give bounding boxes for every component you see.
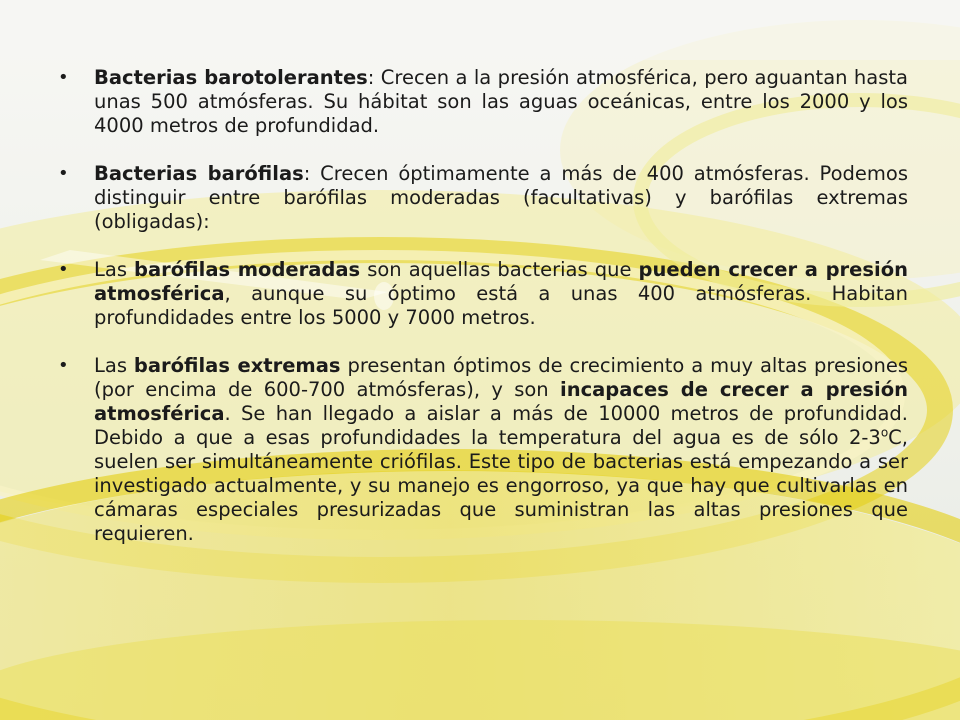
bullet-dot-icon: • bbox=[58, 355, 69, 376]
bold-text: barófilas moderadas bbox=[134, 258, 361, 281]
bullet-text bbox=[94, 354, 908, 545]
bullet-item bbox=[58, 162, 908, 234]
text-run: , aunque su óptimo está a unas 400 atmósferas. Habitan profundidades entre los 5000 y 7000 metros. bbox=[94, 282, 908, 329]
text-run: C, suelen ser simultáneamente criófilas. Este tipo de bacterias está empezando a ser investigado actualmente, y su manejo es engorroso, ya que hay que cultivarlas en cámaras especiales presurizadas que suministran las altas presiones que requieren. bbox=[94, 426, 908, 545]
text-run: son aquellas bacterias que bbox=[360, 258, 639, 281]
bullet-dot-icon: • bbox=[58, 259, 69, 280]
bullet-item bbox=[58, 354, 908, 546]
text-run: presentan óptimos de crecimiento a muy altas presiones (por encima de 600-700 atmósferas), y son bbox=[94, 354, 908, 401]
bullet-text bbox=[94, 66, 908, 137]
bullet-text bbox=[94, 258, 908, 329]
bold-text: Bacterias barófilas bbox=[94, 162, 304, 185]
bullet-text bbox=[94, 162, 908, 233]
bullet-list bbox=[58, 66, 908, 546]
bullet-dot-icon: • bbox=[58, 163, 69, 184]
superscript-text: o bbox=[880, 425, 889, 440]
text-run: : Crecen óptimamente a más de 400 atmósferas. Podemos distinguir entre barófilas moderadas (facultativas) y barófilas extremas (obligadas): bbox=[94, 162, 908, 233]
text-run: . Se han llegado a aislar a más de 10000 metros de profundidad. Debido a que a esas profundidades la temperatura del agua es de sólo 2-3 bbox=[94, 402, 908, 449]
text-run: : Crecen a la presión atmosférica, pero aguantan hasta unas 500 atmósferas. Su hábitat son las aguas oceánicas, entre los 2000 y los 4000 metros de profundidad. bbox=[94, 66, 908, 137]
text-run: Las bbox=[94, 354, 134, 377]
bold-text: Bacterias barotolerantes bbox=[94, 66, 368, 89]
bold-text: barófilas extremas bbox=[133, 354, 341, 377]
text-run: Las bbox=[94, 258, 135, 281]
bullet-item bbox=[58, 258, 908, 330]
slide-text-block bbox=[58, 66, 908, 546]
bold-text: pueden crecer a presión atmosférica bbox=[94, 258, 908, 305]
bullet-dot-icon: • bbox=[58, 67, 69, 88]
bullet-item bbox=[58, 66, 908, 138]
bold-text: incapaces de crecer a presión atmosférica bbox=[94, 378, 909, 425]
